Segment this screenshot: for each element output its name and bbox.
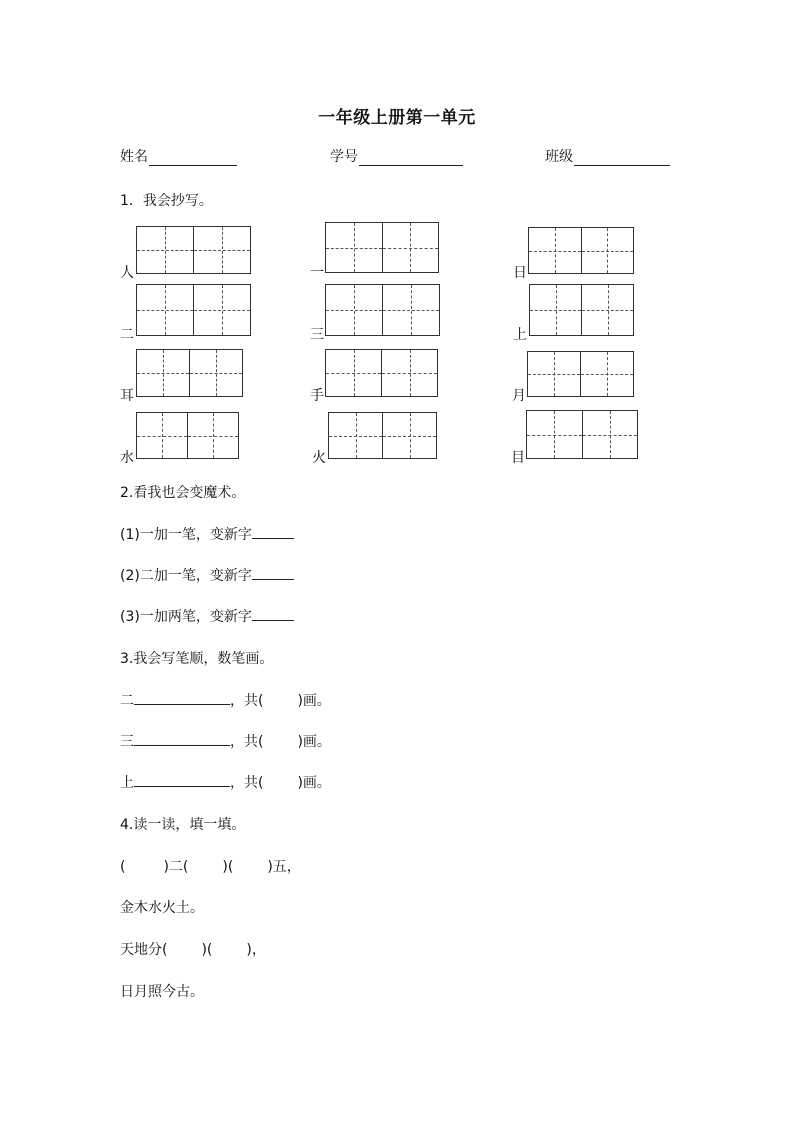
q4-line3: 天地分( )( )， [120, 942, 266, 958]
writing-grid[interactable] [136, 349, 243, 397]
copy-char: 耳 [120, 388, 134, 404]
copy-char: 水 [120, 450, 134, 466]
q2-item: (2)二加一笔，变新字 [120, 565, 294, 585]
writing-grid[interactable] [325, 284, 440, 336]
writing-grid[interactable] [325, 222, 439, 273]
writing-grid[interactable] [527, 351, 634, 397]
writing-grid[interactable] [136, 226, 251, 274]
answer-blank[interactable] [252, 606, 294, 621]
answer-blank[interactable] [252, 565, 294, 580]
q3-item: 二 ，共( )画。 [120, 690, 331, 710]
copy-char: 三 [310, 327, 324, 343]
answer-blank[interactable] [252, 524, 294, 539]
q3-heading: 3.我会写笔顺，数笔画。 [120, 651, 274, 667]
q4-line2: 金木水火土。 [120, 900, 204, 916]
q4-heading: 4.读一读，填一填。 [120, 817, 246, 833]
class-field [545, 146, 670, 166]
class-blank[interactable] [574, 151, 670, 166]
stroke-order-blank[interactable] [134, 731, 230, 746]
copy-char: 火 [312, 450, 326, 466]
q4-line1: ( )二( )( )五， [120, 859, 301, 875]
copy-char: 上 [513, 327, 527, 343]
writing-grid[interactable] [529, 284, 634, 336]
q3-item: 三 ，共( )画。 [120, 731, 331, 751]
copy-char: 二 [120, 327, 134, 343]
student-number-label: 学号 [330, 149, 358, 165]
q1-heading: 1．我会抄写。 [120, 193, 213, 209]
class-label: 班级 [545, 149, 573, 165]
q2-heading: 2.看我也会变魔术。 [120, 485, 246, 501]
copy-char: 目 [511, 450, 525, 466]
student-number-blank[interactable] [359, 151, 463, 166]
copy-char: 手 [310, 388, 324, 404]
q3-item: 上 ，共( )画。 [120, 772, 331, 792]
writing-grid[interactable] [136, 284, 251, 336]
writing-grid[interactable] [528, 227, 634, 274]
name-blank[interactable] [149, 151, 237, 166]
copy-char: 月 [512, 388, 526, 404]
writing-grid[interactable] [328, 412, 437, 459]
writing-grid[interactable] [136, 412, 239, 459]
student-number-field [330, 146, 463, 166]
writing-grid[interactable] [325, 349, 438, 397]
q2-item: (1)一加一笔，变新字 [120, 524, 294, 544]
name-field [120, 146, 237, 166]
copy-char: 人 [120, 265, 134, 281]
stroke-order-blank[interactable] [134, 772, 230, 787]
writing-grid[interactable] [526, 410, 638, 459]
q2-item: (3)一加两笔，变新字 [120, 606, 294, 626]
page-title: 一年级上册第一单元 [318, 108, 476, 128]
copy-char: 日 [513, 265, 527, 281]
copy-char: 一 [310, 265, 324, 281]
name-label: 姓名 [120, 149, 148, 165]
q4-line4: 日月照今古。 [120, 984, 204, 1000]
stroke-order-blank[interactable] [134, 690, 230, 705]
